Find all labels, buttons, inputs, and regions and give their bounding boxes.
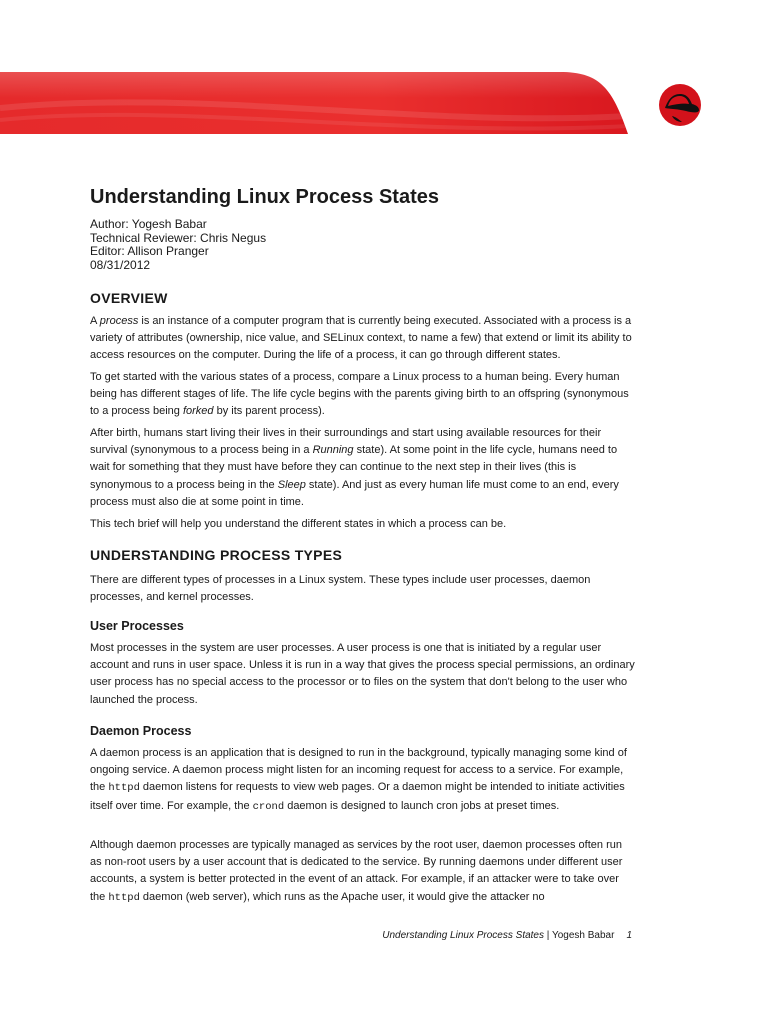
text-span: state). And just as every human life must come to an end, every process must also die at some point in time. — [90, 478, 619, 508]
text-span: state). At some point in the life cycle, humans need to wait for something that they must have before they can continue to the next step in their lives (this is synonymous to a process being in the — [90, 444, 618, 491]
text-span: by its parent process). — [213, 405, 325, 418]
page-number: 1 — [626, 930, 632, 941]
text-span: daemon (web server), which runs as the Apache user, it would give the attacker no — [139, 890, 545, 903]
header-banner — [0, 68, 640, 134]
daemon-paragraph-1 — [90, 745, 636, 816]
emphasis-sleep: Sleep — [277, 478, 306, 491]
paragraph-text: Most processes in the system are user processes. A user process is one that is initiated by a regular user account and runs in user space. Unless it is run in a way that gives the process special permissions, an ordinary user process has no special access to the processor or to files on the system that don't belong to the user who launched the process. — [90, 642, 635, 706]
paragraph-text: There are different types of processes in a Linux system. These types include user processes, daemon processes, and kernel processes. — [90, 574, 591, 604]
overview-paragraph-3 — [90, 425, 636, 511]
overview-heading: OVERVIEW — [90, 290, 168, 306]
process-types-heading: UNDERSTANDING PROCESS TYPES — [90, 547, 343, 563]
code-httpd: httpd — [108, 891, 140, 904]
daemon-process-heading-block — [90, 724, 636, 738]
editor-line: Editor: Allison Pranger — [90, 244, 209, 258]
document-meta — [90, 218, 266, 272]
paragraph-text: This tech brief will help you understand the different states in which a process can be. — [90, 518, 507, 530]
types-intro — [90, 572, 636, 606]
text-span: After birth, humans start living their lives in their surroundings and start using available resources for their survival (synonymous to a process being in a — [90, 427, 602, 457]
overview-heading-block — [90, 290, 636, 306]
text-span: Although daemon processes are typically managed as services by the root user, daemon processes often run as non-root users by a user account that is dedicated to the service. By running daemons under different user accounts, a system is better protected in the event of an attack. For example, if an attacker were to take over the — [90, 839, 623, 903]
footer-author: | Yogesh Babar — [544, 930, 615, 941]
types-heading-block — [90, 547, 636, 563]
page-footer — [382, 930, 632, 941]
text-span: is an instance of a computer program that is currently being executed. Associated with a process is a variety of attributes (ownership, nice value, and SELinux context, to name a few) that extend or limit its ability to access resources on the computer. During the life of a process, it can go through different states. — [90, 315, 632, 362]
text-span: A daemon process is an application that is designed to run in the background, typically managing some kind of ongoing service. A daemon process might listen for an incoming request for access to a service. For example, the — [90, 747, 627, 794]
overview-paragraph-1 — [90, 313, 636, 365]
code-httpd: httpd — [108, 782, 140, 795]
daemon-paragraph-2 — [90, 837, 636, 907]
text-span: To get started with the various states of a process, compare a Linux process to a human being. Every human being has different stages of life. The life cycle begins with the parents giving birth to an offspring (synonymous to a process being — [90, 371, 629, 418]
author-line: Author: Yogesh Babar — [90, 217, 207, 231]
footer-title: Understanding Linux Process States — [382, 930, 544, 941]
document-title: Understanding Linux Process States — [90, 186, 439, 208]
daemon-process-heading: Daemon Process — [90, 724, 192, 738]
overview-paragraph-4 — [90, 516, 636, 533]
reviewer-line: Technical Reviewer: Chris Negus — [90, 230, 267, 245]
user-processes-paragraph — [90, 640, 636, 709]
text-span: A — [90, 315, 100, 327]
emphasis-forked: forked — [182, 405, 214, 418]
user-processes-heading-block — [90, 619, 636, 633]
text-span: daemon listens for requests to view web pages. Or a daemon might be intended to initiate activities itself over time. For example, the — [90, 781, 625, 812]
user-processes-heading: User Processes — [90, 619, 184, 633]
text-span: daemon is designed to launch cron jobs at preset times. — [284, 799, 560, 812]
overview-paragraph-2 — [90, 369, 636, 421]
code-crond: crond — [252, 800, 285, 813]
emphasis-process: process — [99, 315, 139, 327]
emphasis-running: Running — [312, 444, 354, 457]
red-hat-logo-icon — [656, 82, 704, 128]
date-line: 08/31/2012 — [90, 257, 151, 272]
